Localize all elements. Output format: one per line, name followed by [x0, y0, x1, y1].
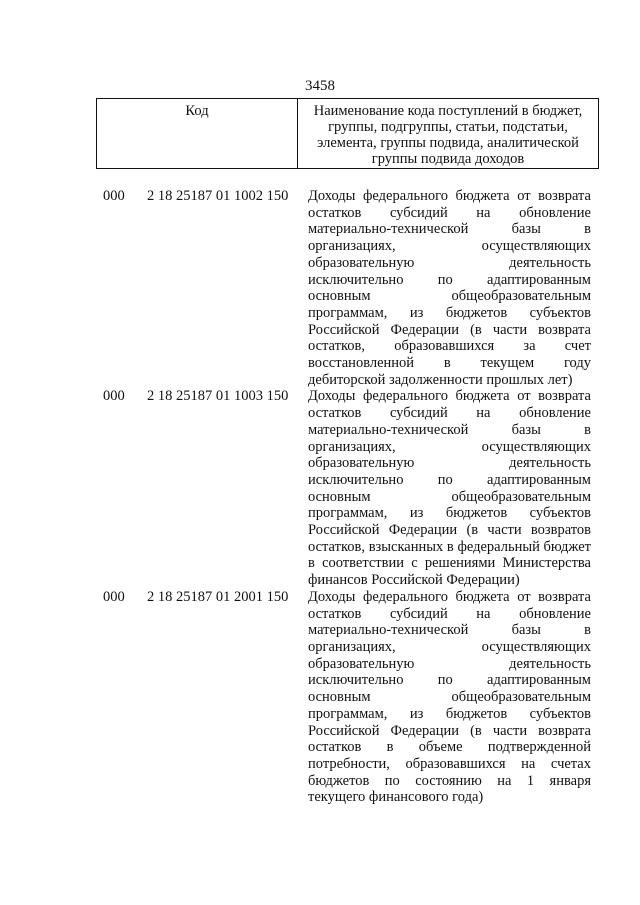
table-row	[103, 188, 593, 388]
revenue-code-list	[103, 188, 593, 806]
admin-code: 000	[103, 188, 125, 204]
table-row	[103, 388, 593, 588]
table-row	[103, 589, 593, 806]
revenue-description: Доходы федерального бюджета от возврата остатков субсидий на обновление материально-технической базы в организациях, осуществляющих образовательную деятельность исключительно по адаптированным основным общеобразовательным программам, из бюджетов субъектов Российской Федерации (в части возврата остатков в объеме подтвержденной потребности, образовавшихся на счетах бюджетов по состоянию на 1 января текущего финансового года)	[308, 588, 591, 806]
table-header	[96, 98, 599, 169]
revenue-code: 2 18 25187 01 1003 150	[147, 388, 289, 405]
admin-code: 000	[103, 388, 125, 405]
page-number: 3458	[305, 78, 335, 94]
revenue-code: 2 18 25187 01 1002 150	[147, 188, 289, 204]
revenue-code: 2 18 25187 01 2001 150	[147, 588, 289, 605]
revenue-description: Доходы федерального бюджета от возврата остатков субсидий на обновление материально-технической базы в организациях, осуществляющих образовательную деятельность исключительно по адаптированным основным общеобразовательным программам, из бюджетов субъектов Российской Федерации (в части возврата остатков, образовавшихся за счет восстановленной в текущем году дебиторской задолженности прошлых лет)	[308, 188, 591, 388]
header-code: Код	[97, 99, 298, 168]
admin-code: 000	[103, 588, 125, 605]
header-name: Наименование кода поступлений в бюджет, группы, подгруппы, статьи, подстатьи, элемента, группы подвида, аналитической группы подвида доходов	[313, 103, 583, 167]
revenue-description: Доходы федерального бюджета от возврата остатков субсидий на обновление материально-технической базы в организациях, осуществляющих образовательную деятельность исключительно по адаптированным основным общеобразовательным программам, из бюджетов субъектов Российской Федерации (в части возвратов остатков, взысканных в федеральный бюджет в соответствии с решениями Министерства финансов Российской Федерации)	[308, 388, 591, 589]
